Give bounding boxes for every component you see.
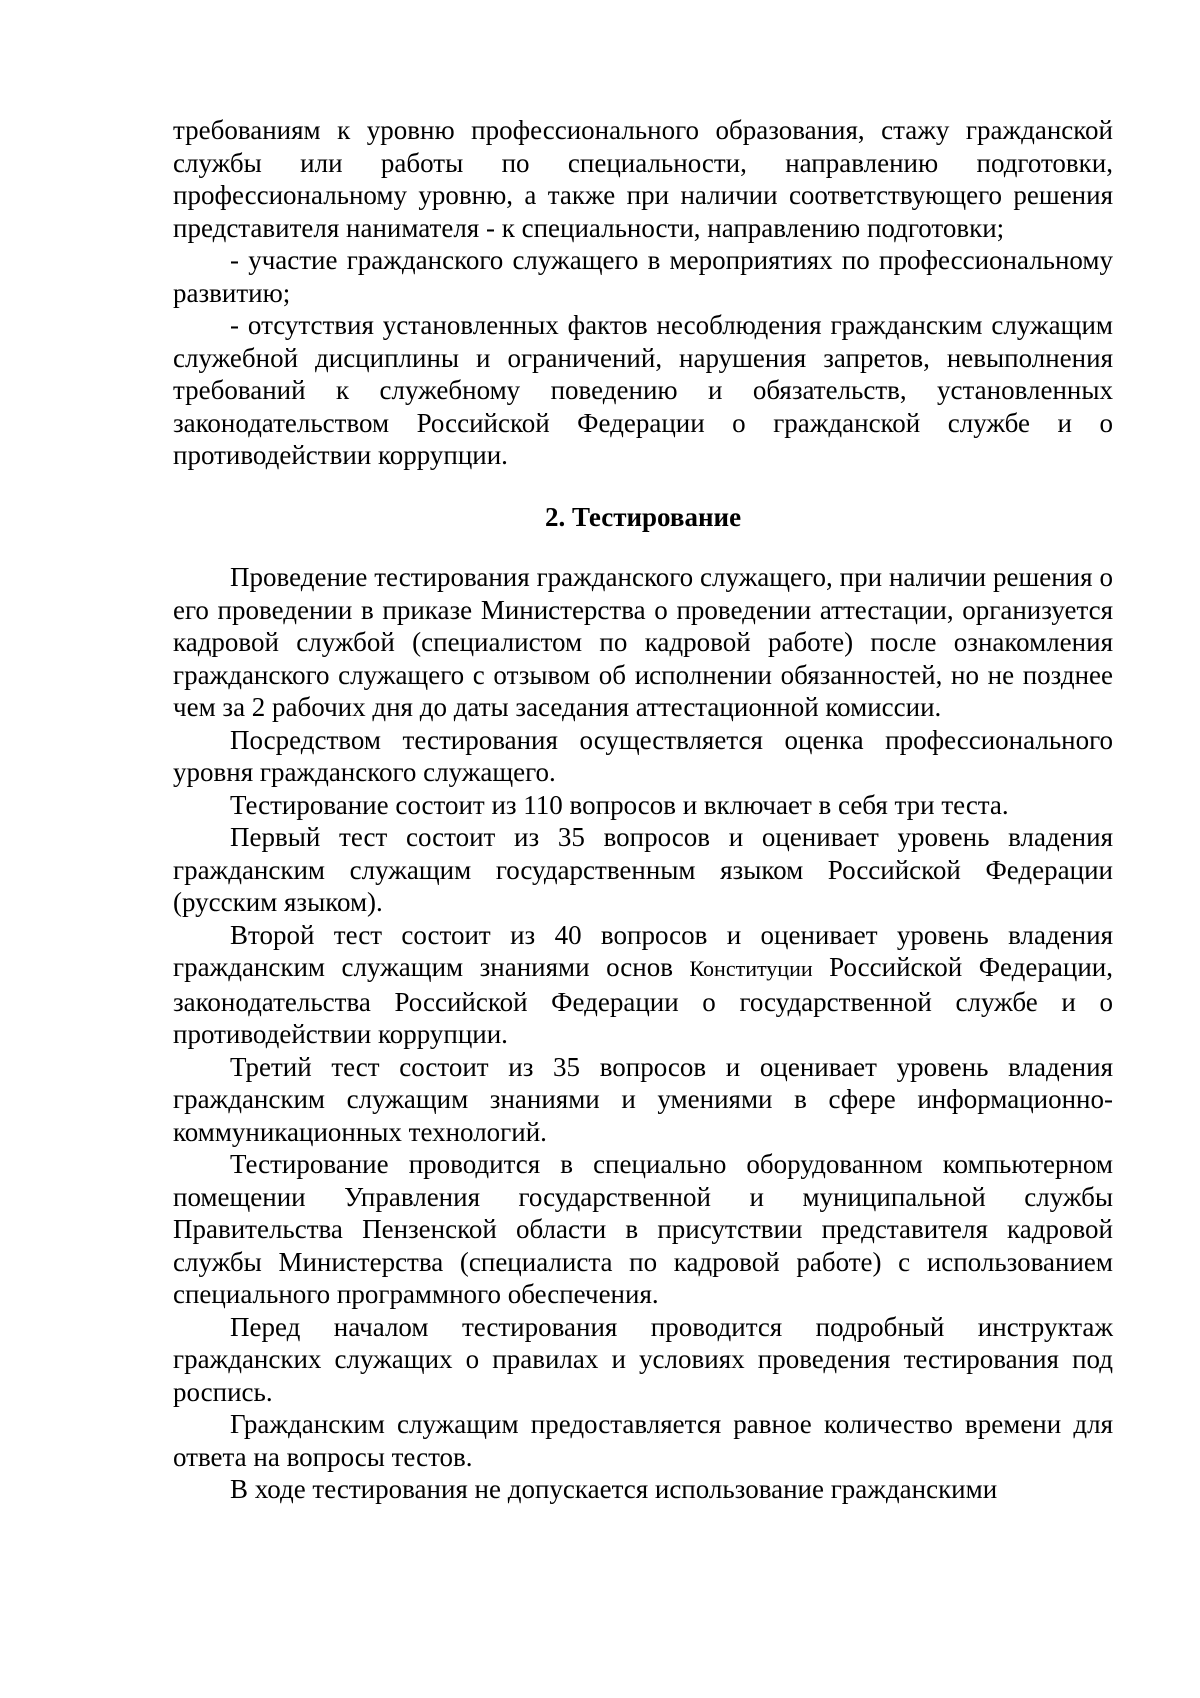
section-heading: 2. Тестирование — [544, 501, 742, 532]
constitution-link[interactable]: Конституции — [689, 956, 813, 981]
paragraph-equal-time: Гражданским служащим предоставляется равное количество времени для ответа на вопросы тестов. — [173, 1409, 1113, 1472]
paragraph-testing-structure: Тестирование состоит из 110 вопросов и включает в себя три теста. — [230, 789, 1009, 820]
paragraph-prohibitions: В ходе тестирования не допускается использование гражданскими — [230, 1474, 998, 1504]
paragraph-instruction: Перед началом тестирования проводится подробный инструктаж гражданских служащих о правилах и условиях проведения тестирования под роспись. — [173, 1311, 1113, 1407]
paragraph-no-violations: - отсутствия установленных фактов несоблюдения гражданским служащим служебной дисциплины и ограничений, нарушения запретов, невыполнения требований к служебному поведению и обязательств, установленных законодательством Российской Федерации о гражданской службе и о противодействии коррупции. — [173, 310, 1113, 470]
paragraph-first-test: Первый тест состоит из 35 вопросов и оценивает уровень владения гражданским служащим государственным языком Российской Федерации (русским языком). — [173, 822, 1113, 917]
document-page — [173, 114, 1113, 1506]
paragraph-professional-development: - участие гражданского служащего в мероприятиях по профессиональному развитию; — [173, 245, 1113, 308]
second-test-text-after: Российской Федерации, законодательства Российской Федерации о государственной службе и о противодействии коррупции. — [173, 952, 1113, 1049]
paragraph-second-test — [173, 919, 1113, 1051]
second-test-text-before: Второй тест состоит из 40 вопросов и оценивает уровень владения гражданским служащим знаниями основ — [173, 919, 1113, 982]
paragraph-testing-purpose: Посредством тестирования осуществляется оценка профессионального уровня гражданского служащего. — [173, 724, 1113, 787]
paragraph-testing-organization: Проведение тестирования гражданского служащего, при наличии решения о его проведении в приказе Министерства о проведении аттестации, организуется кадровой службой (специалистом по кадровой работе) после ознакомления гражданского служащего с отзывом об исполнении обязанностей, но не позднее чем за 2 рабочих дня до даты заседания аттестационной комиссии. — [173, 562, 1113, 722]
paragraph-requirements: требованиям к уровню профессионального образования, стажу гражданской службы или работы по специальности, направлению подготовки, профессиональному уровню, а также при наличии соответствующего решения представителя нанимателя - к специальности, направлению подготовки; — [173, 115, 1113, 243]
paragraph-third-test: Третий тест состоит из 35 вопросов и оценивает уровень владения гражданским служащим знаниями и умениями в сфере информационно-коммуникационных технологий. — [173, 1051, 1113, 1147]
paragraph-testing-location: Тестирование проводится в специально оборудованном компьютерном помещении Управления государственной и муниципальной службы Правительства Пензенской области в присутствии представителя кадровой службы Министерства (специалиста по кадровой работе) с использованием специального программного обеспечения. — [173, 1149, 1113, 1309]
